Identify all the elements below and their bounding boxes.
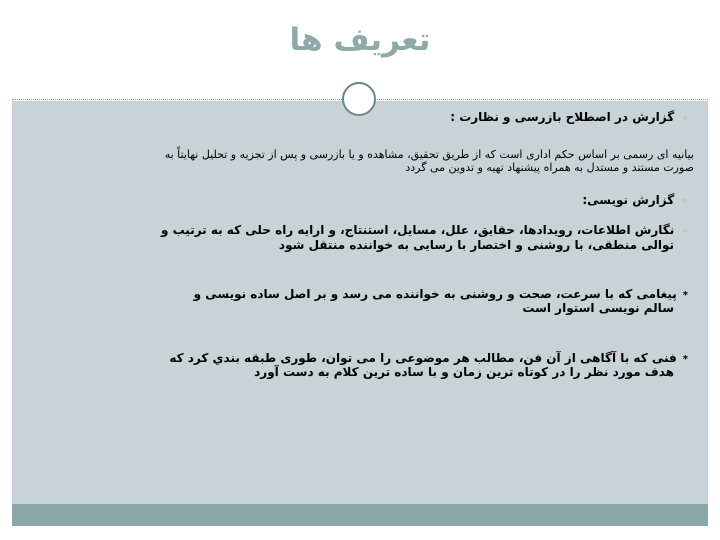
list-item: *پیغامی که با سرعت، صحت و روشنی به خواننده می رسد و بر اصل ساده نویسی و سالم نویسی استوار است	[193, 287, 688, 315]
definition-line-2: صورت مستند و مستدل به همراه پیشنهاد تهیه و تدوین می گردد	[405, 161, 694, 174]
circle-ornament-icon	[342, 82, 376, 116]
definition-line-1: بیانیه ای رسمی بر اساس حکم اداری است که از طریق تحقیق، مشاهده و یا بازرسی و پس از تجزیه و تحلیل نهایتاً به	[164, 148, 694, 161]
list-item: ◦نگارش اطلاعات، رویدادها، حقایق، علل، مسایل، استنتاج، و ارایه راه حلی که به ترتیب و توالی منطقی، با روشنی و اختصار با رسایی به خواننده منتقل شود	[160, 223, 688, 252]
heading-report-writing: ◦گزارش نویسی:	[582, 193, 688, 207]
asterisk-bullet-icon: *	[682, 290, 688, 301]
bullet-icon: ◦	[682, 197, 688, 207]
footer-bar	[12, 504, 708, 526]
list-item: *فنی که با آگاهی از آن فن، مطالب هر موضوعی را می توان، طوری طبقه بندي کرد که هدف مورد نظر را در کوتاه ترین زمان و با ساده ترین کلام به دست آورد	[169, 351, 688, 379]
heading-inspection-report: ◦گزارش در اصطلاح بازرسی و نظارت :	[450, 110, 688, 124]
bullet-icon: ◦	[682, 114, 688, 124]
slide-title: تعریف ها	[289, 22, 431, 58]
slide	[12, 0, 708, 540]
definition-paragraph	[165, 148, 694, 174]
bullet-icon: ◦	[682, 227, 688, 237]
asterisk-bullet-icon: *	[682, 354, 688, 365]
